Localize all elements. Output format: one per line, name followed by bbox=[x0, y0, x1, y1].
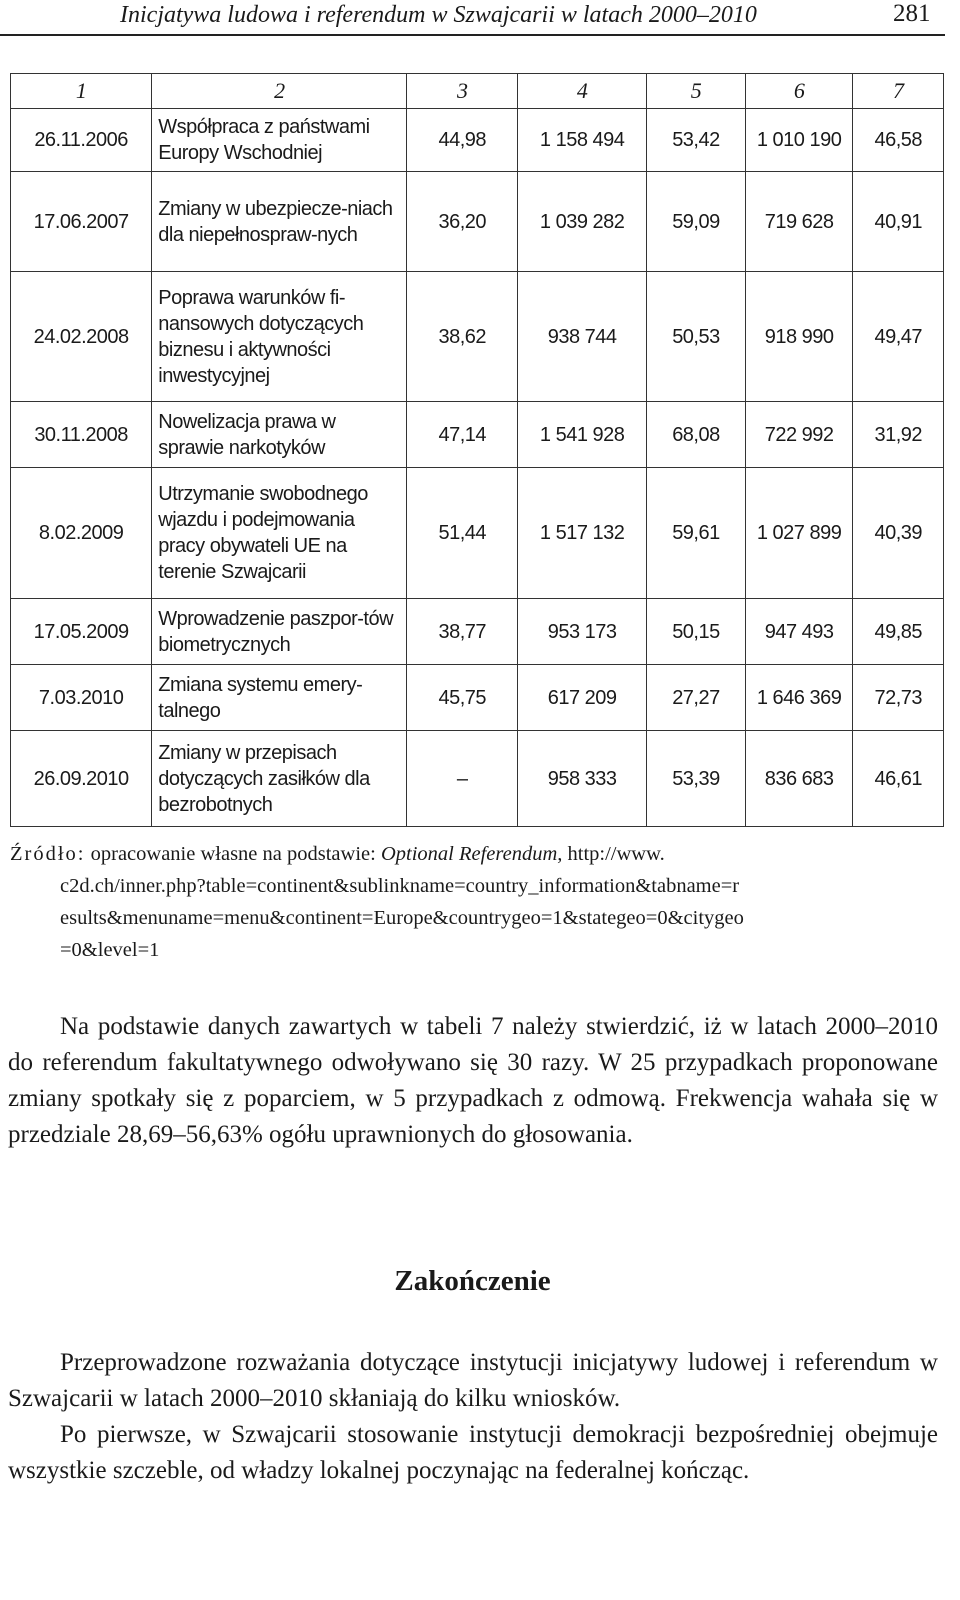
row-no-percent: 40,91 bbox=[853, 172, 944, 272]
row-yes-percent: 27,27 bbox=[647, 665, 746, 731]
row-yes-votes: 1 517 132 bbox=[518, 468, 647, 599]
row-no-percent: 46,61 bbox=[853, 731, 944, 827]
page-number: 281 bbox=[893, 0, 931, 27]
row-no-votes: 1 010 190 bbox=[745, 109, 853, 172]
row-no-percent: 49,47 bbox=[853, 272, 944, 402]
column-number: 3 bbox=[407, 74, 518, 109]
row-no-votes: 719 628 bbox=[745, 172, 853, 272]
row-no-votes: 947 493 bbox=[745, 599, 853, 665]
paragraph-text: Po pierwsze, w Szwajcarii stosowanie instytucji demokracji bezpośredniej obejmuje wszystkie szczeble, od władzy lokalnej poczynając na federalnej kończąc. bbox=[8, 1421, 938, 1484]
row-date: 17.06.2007 bbox=[11, 172, 152, 272]
referendum-table bbox=[10, 73, 944, 827]
source-label: Źródło: bbox=[10, 843, 86, 865]
source-url-part: c2d.ch/inner.php?table=continent&sublinkname=country_information&tabname=r bbox=[60, 875, 740, 897]
row-yes-percent: 50,53 bbox=[647, 272, 746, 402]
row-date: 24.02.2008 bbox=[11, 272, 152, 402]
row-turnout: 45,75 bbox=[407, 665, 518, 731]
table-row bbox=[11, 665, 944, 731]
table-column-numbers-row bbox=[11, 74, 944, 109]
source-url-part: http://www. bbox=[567, 843, 665, 865]
row-yes-votes: 953 173 bbox=[518, 599, 647, 665]
row-yes-votes: 1 541 928 bbox=[518, 402, 647, 468]
row-subject: Współpraca z państwami Europy Wschodniej bbox=[152, 109, 407, 172]
row-turnout: 38,77 bbox=[407, 599, 518, 665]
row-no-percent: 46,58 bbox=[853, 109, 944, 172]
row-yes-votes: 958 333 bbox=[518, 731, 647, 827]
row-turnout: 51,44 bbox=[407, 468, 518, 599]
row-yes-votes: 938 744 bbox=[518, 272, 647, 402]
row-date: 8.02.2009 bbox=[11, 468, 152, 599]
row-yes-percent: 68,08 bbox=[647, 402, 746, 468]
source-title: Optional Referendum, bbox=[380, 843, 563, 865]
row-no-percent: 40,39 bbox=[853, 468, 944, 599]
running-header-title: Inicjatywa ludowa i referendum w Szwajcarii w latach 2000–2010 bbox=[120, 2, 757, 28]
row-subject: Nowelizacja prawa w sprawie narkotyków bbox=[152, 402, 407, 468]
row-subject: Zmiany w ubezpiecze-niach dla niepełnospraw-nych bbox=[152, 172, 407, 272]
body-paragraphs bbox=[8, 1345, 938, 1489]
row-no-votes: 836 683 bbox=[745, 731, 853, 827]
header-rule bbox=[0, 34, 945, 36]
paragraph-text: Przeprowadzone rozważania dotyczące instytucji inicjatywy ludowej i referendum w Szwajcarii w latach 2000–2010 skłaniają do kilku wniosków. bbox=[8, 1349, 938, 1412]
column-number: 2 bbox=[152, 74, 407, 109]
table-row bbox=[11, 272, 944, 402]
section-heading: Zakończenie bbox=[394, 1265, 551, 1297]
column-number: 1 bbox=[11, 74, 152, 109]
row-no-votes: 722 992 bbox=[745, 402, 853, 468]
table-row bbox=[11, 402, 944, 468]
row-date: 26.09.2010 bbox=[11, 731, 152, 827]
row-no-percent: 31,92 bbox=[853, 402, 944, 468]
row-subject: Poprawa warunków fi-nansowych dotyczących biznesu i aktywności inwestycyjnej bbox=[152, 272, 407, 402]
table-row bbox=[11, 172, 944, 272]
table-row bbox=[11, 109, 944, 172]
row-yes-votes: 1 158 494 bbox=[518, 109, 647, 172]
row-yes-percent: 53,42 bbox=[647, 109, 746, 172]
row-date: 7.03.2010 bbox=[11, 665, 152, 731]
row-date: 26.11.2006 bbox=[11, 109, 152, 172]
row-no-votes: 1 646 369 bbox=[745, 665, 853, 731]
row-yes-percent: 50,15 bbox=[647, 599, 746, 665]
table-row bbox=[11, 731, 944, 827]
source-url-part: =0&level=1 bbox=[60, 939, 160, 961]
row-yes-percent: 53,39 bbox=[647, 731, 746, 827]
source-text: opracowanie własne na podstawie: bbox=[90, 843, 376, 865]
row-yes-percent: 59,09 bbox=[647, 172, 746, 272]
table-row bbox=[11, 468, 944, 599]
row-yes-votes: 617 209 bbox=[518, 665, 647, 731]
row-subject: Wprowadzenie paszpor-tów biometrycznych bbox=[152, 599, 407, 665]
table-source-note bbox=[10, 838, 940, 966]
row-subject: Zmiany w przepisach dotyczących zasiłków dla bezrobotnych bbox=[152, 731, 407, 827]
row-turnout: 38,62 bbox=[407, 272, 518, 402]
body-paragraph bbox=[8, 1009, 938, 1153]
column-number: 7 bbox=[853, 74, 944, 109]
column-number: 5 bbox=[647, 74, 746, 109]
row-yes-percent: 59,61 bbox=[647, 468, 746, 599]
table-row bbox=[11, 599, 944, 665]
source-url-part: esults&menuname=menu&continent=Europe&countrygeo=1&stategeo=0&citygeo bbox=[60, 907, 744, 929]
row-no-votes: 918 990 bbox=[745, 272, 853, 402]
row-no-votes: 1 027 899 bbox=[745, 468, 853, 599]
row-date: 17.05.2009 bbox=[11, 599, 152, 665]
row-date: 30.11.2008 bbox=[11, 402, 152, 468]
column-number: 6 bbox=[745, 74, 853, 109]
row-turnout: – bbox=[407, 731, 518, 827]
row-subject: Utrzymanie swobodnego wjazdu i podejmowania pracy obywateli UE na terenie Szwajcarii bbox=[152, 468, 407, 599]
row-turnout: 44,98 bbox=[407, 109, 518, 172]
row-yes-votes: 1 039 282 bbox=[518, 172, 647, 272]
row-subject: Zmiana systemu emery-talnego bbox=[152, 665, 407, 731]
row-turnout: 47,14 bbox=[407, 402, 518, 468]
row-no-percent: 49,85 bbox=[853, 599, 944, 665]
paragraph-text: Na podstawie danych zawartych w tabeli 7 należy stwierdzić, iż w latach 2000–2010 do referendum fakultatywnego odwoływano się 30 razy. W 25 przypadkach proponowane zmiany spotkały się z poparciem, w 5 przypadkach z odmową. Frekwencja wahała się w przedziale 28,69–56,63% ogółu uprawnionych do głosowania. bbox=[8, 1013, 938, 1148]
running-header bbox=[0, 0, 960, 36]
row-turnout: 36,20 bbox=[407, 172, 518, 272]
column-number: 4 bbox=[518, 74, 647, 109]
row-no-percent: 72,73 bbox=[853, 665, 944, 731]
